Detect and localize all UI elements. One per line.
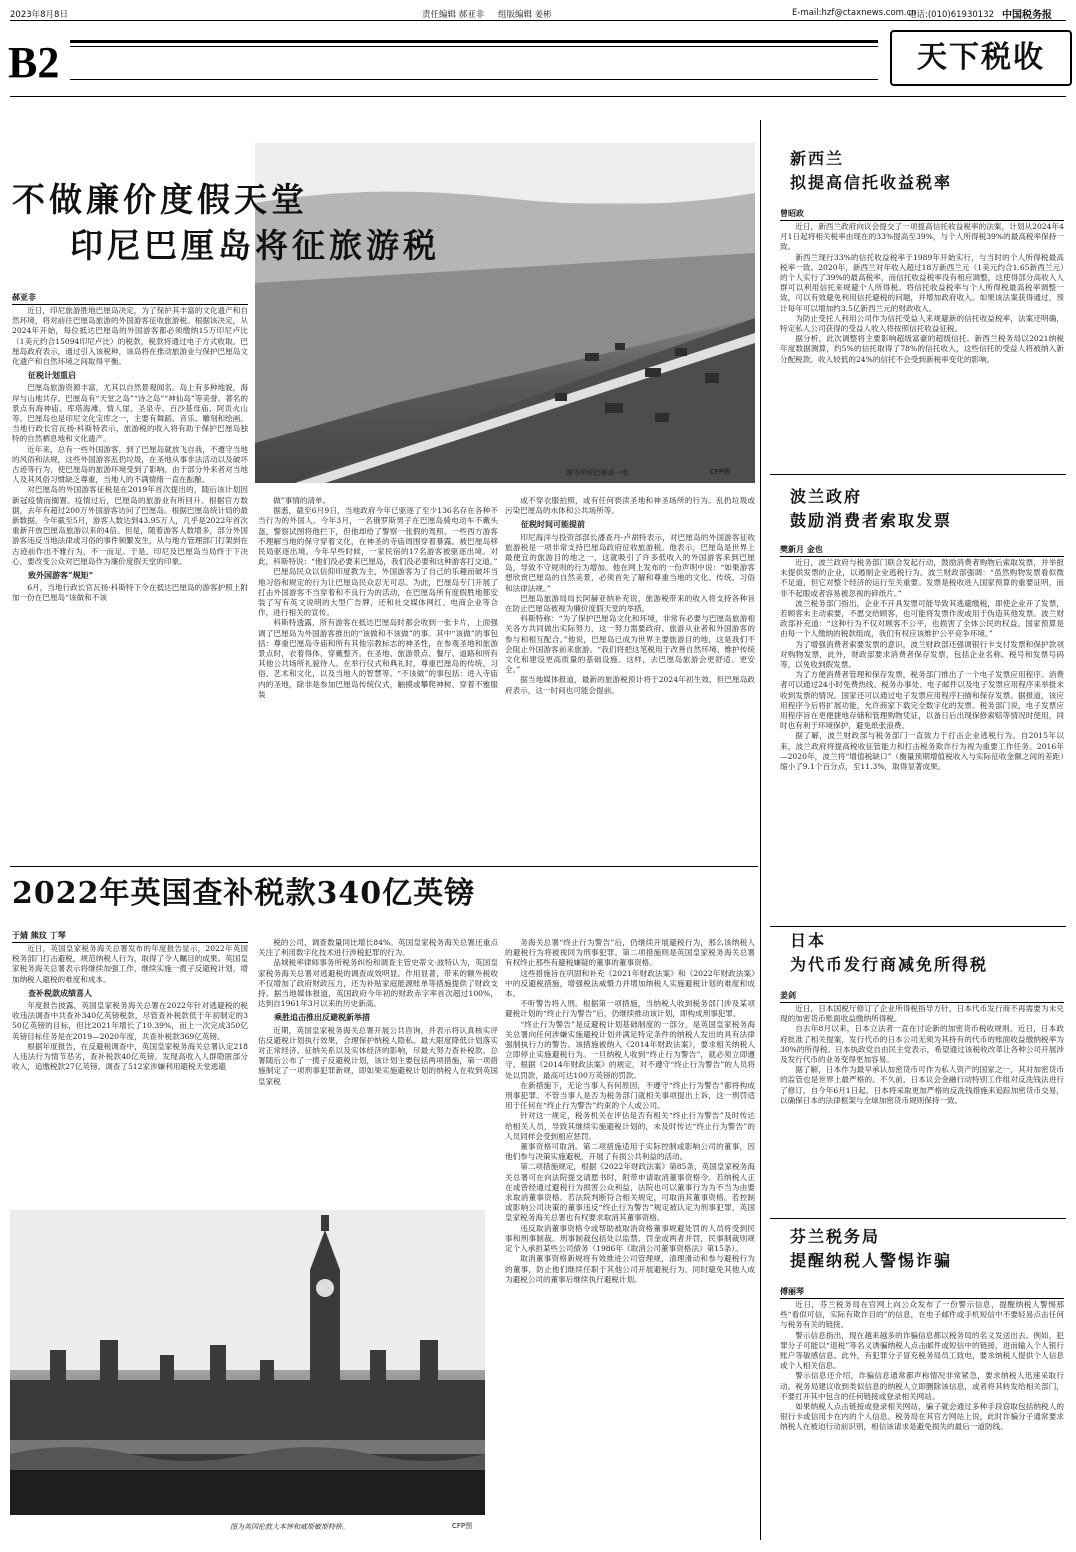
paragraph: 近日，英国皇家税务海关总署发布的年度报告显示，2022年英国税务部门打击避税，规范纳税人行为，取得了令人瞩目的成果。英国皇家税务海关总署表示将继续加强工作，继续实施一揽子反避税计划，增加纳税人避税的难度和成本。: [12, 944, 248, 984]
sidebar-divider: [760, 120, 761, 1540]
fi-headline-line2: 提醒纳税人警惕诈骗: [790, 1251, 953, 1270]
editor-email: E-mail:hzf@ctaxnews.com.cn: [792, 8, 917, 18]
top-header-bar: [10, 6, 1066, 21]
subheading: 征税时间可能提前: [521, 519, 585, 530]
paragraph: 务海关总署“终止行为警告”后，仍继续开展避税行为，那么该纳税人的避税行为将被视同为刑事犯罪。第二项措施则是英国皇家税务海关总署有权终止那些有避税嫌疑的董事的董事资格。: [505, 938, 755, 968]
paragraph: 针对这一规定，税务机关在评估是否有相关“终止行为警告”及时传达给相关人员，导致其继续实施避税计划的，未及时传达“终止行为警告”的人员同样会受到相应惩罚。: [505, 1111, 755, 1141]
uk-column-2: [258, 938, 498, 1204]
uk-photo-caption: 图为英国伦敦大本钟和威斯敏斯特桥。: [230, 1523, 349, 1531]
paragraph: 做”事情的清单。: [273, 496, 331, 505]
section-title: 天下税收: [890, 30, 1072, 86]
nz-byline: 曾昭政: [780, 208, 1064, 221]
paragraph: 警示信息还介绍，诈骗信息通常都声称情况非常紧急，要求纳税人迅速采取行动。税务局建议收到类似信息的纳税人立即删除该信息，或者将其转发给相关部门，不要打开其中包含的任何链接或登录相关网站。: [780, 1371, 1064, 1401]
paragraph: 6月，当地行政长官瓦扬·科斯特下令在抵达巴厘岛的游客护照上附加一份在巴厘岛“该做和不该: [12, 583, 248, 603]
bali-byline: 郝亚非: [12, 292, 248, 305]
paragraph: 新西兰现行33%的信托收益税率于1989年开始实行，与当时的个人所得税最高税率一致。2020年，新西兰对年收入超过18万新西兰元（1美元约合1.65新西兰元）的个人实行了39%的最高税率，而信托收益税率没有相应调整，这使得部分高收入人群可以利用信托来规避个人所得税。将信托收益税率与个人所得税最高税率调整一致，可以有效避免利用信托避税的问题，并增加政府收入。如果该法案获得通过，预计每年可以增加约3.5亿新西兰元的财政收入。: [780, 252, 1064, 313]
paragraph: 自去年8月以来，日本立法者一直在讨论新的加密货币税收规则。近日，日本政府批准了相关提案，发行代币的日本公司无须为其持有的代币的账面收益缴纳税率为30%的所得税。日本执政党自由民主党表示，希望通过该税收改革让各种公司开展涉及发行代币的业务变得更加容易。: [780, 1024, 1064, 1065]
paragraph: 第二项措施规定，根据《2022年财政法案》第85条，英国皇家税务海关总署可在向法院提交请愿书时，附带申请取消董事资格令。若纳税人正在或曾经通过避税行为损害公众利益，法院也可以董事行为为不当为由要求取消董事资格。若法院判断符合相关规定，可取消其董事资格。若控制或影响公司决策的董事违反“终止行为警告”规定被认定为刑事犯罪，英国皇家税务海关总署也有权要求取消其董事资格。: [505, 1162, 755, 1223]
bali-column-2: [258, 496, 498, 861]
big-ben-image: [10, 1210, 485, 1515]
paragraph: 巴厘岛旅游资源丰富，尤其以自然景观闻名。岛上有多种地貌，海岸与山地共存。巴厘岛有“天堂之岛”“诗之岛”“神仙岛”等美誉。著名的景点有海神庙、库塔海滩、情人崖、圣泉寺、百沙基母庙、阿贡火山等。巴厘岛也是印尼文化宝库之一，主要有舞蹈、音乐、雕刻和绘画。当地行政长官瓦扬·科斯特表示，旅游税的收入将有助于保护巴厘岛独特的自然栖息地和文化遗产。: [12, 383, 248, 444]
paragraph: 在新措施下，无论当事人有何原因，不遵守“终止行为警告”都将构成刑事犯罪。不管当事人是否为税务部门就相关事项提出上诉，这一刑罚适用于任何在“终止行为警告”约束的个人或公司。: [505, 1080, 755, 1111]
paragraph: 根据年度报告，在反避税调查中，英国皇家税务海关总署认定218人违法行为情节恶劣，查补税款40亿英镑。发现高收入人群隐匿部分收入，追缴税款27亿英镑。调查了512家涉嫌利用避税天堂逃避: [12, 1041, 248, 1072]
editor-phone: 电话:(010)61930132: [908, 10, 994, 20]
pl-headline-line2: 鼓励消费者索取发票: [790, 511, 953, 530]
paragraph: 近年来，总有一些外国游客，到了巴厘岛就放飞自我，不遵守当地的风俗和法规，这些外国游客乱扔垃圾，在圣地从事非法活动以及破坏古迹等行为，使巴厘岛的旅游环境受到了影响。由于部分外来者对当地人及其风俗习惯缺乏尊重，当地人的不满情绪一直在酝酿。: [12, 444, 248, 485]
bali-column-3: [505, 496, 755, 861]
jp-headline-line1: 日本: [790, 931, 827, 950]
subheading: 征税计划重启: [28, 370, 76, 381]
paragraph: 违反取消董事资格令或帮助被取消资格董事规避处罚的人员将受到民事和刑事制裁。刑事制裁包括处以监禁、罚金或两者并罚，民事制裁则规定个人承担某些公司债务（1986年《取消公司董事资格法》第15条）。: [505, 1223, 755, 1254]
bali-uk-divider: [10, 866, 758, 867]
paragraph: 据了解，日本作为最早承认加密货币可作为私人资产的国家之一，其对加密货币的监管也是世界上最严格的。不久前，日本议会金融行动特别工作组对反洗钱法进行了修订，自今年6月1日起，日本将采取更加严格的反洗钱措施来追踪加密货币交易，以确保日本的法律框架与全球加密货币规则保持一致。: [780, 1065, 1064, 1105]
paragraph: 巴厘岛旅游局局长阿赫亚纳补充说，旅游税带来的收入将支持各种旨在防止巴厘岛被视为廉价度假天堂的举措。: [505, 593, 755, 614]
bali-photo-credit: CFP图: [710, 468, 731, 476]
paragraph: 近日，印尼旅游胜地巴厘岛决定，为了保护其丰富的文化遗产和自然环境，将对前往巴厘岛旅游的外国游客征收旅游税。根据该决定，从2024年开始，每位抵达巴厘岛的外国游客都必须缴纳15万印尼卢比（1美元约合15094印尼卢比）的税款，税款将通过电子方式收取。巴厘岛政府表示，通过引入该税种，该岛将在推动旅游业与保护巴厘岛文化遗产和自然环境之间取得平衡。: [12, 306, 248, 367]
pl-byline: 樊新月 金也: [780, 544, 1064, 557]
paragraph: 警示信息指出，现在越来越多的诈骗信息都以税务局的名义发送出去。例如，犯罪分子可能以“退税”等名义诱骗纳税人点击邮件或短信中的链接，进而输入个人银行账户等敏感信息。此外，有犯罪分子冒充税务局员工致电，要求纳税人提供个人信息或个人相关信息。: [780, 1330, 1064, 1371]
subheading: 致外国游客“规矩”: [28, 570, 94, 581]
paragraph: 据了解，波兰财政部与税务部门一直致力于打击企业逃税行为。自2015年以来，波兰政府将提高税收征管能力和打击税务欺诈行为视为重要工作任务。2016年—2020年，波兰将“增值税缺口”（衡量预期增值税收入与实际征收金额之间的差距）缩小了9.1个百分点，至11.3%，取得显著成果。: [780, 731, 1064, 772]
jp-headline-line2: 为代币发行商减免所得税: [790, 955, 989, 974]
bali-headline-line2: 印尼巴厘岛将征旅游税: [70, 226, 440, 265]
uk-column-3: [505, 938, 755, 1538]
paragraph: 近日，波兰政府与税务部门联合发起行动，鼓励消费者购物后索取发票，并举报未提供发票的企业，以遏制企业逃税行为。波兰财政部强调：“虽然购物发票看似微不足道，但它对整个经济的运行至关重要。发票是税收进入国家预算的重要证明，而非不起眼或者容易被忽视的碎纸片。”: [780, 558, 1064, 598]
paper-name: 中国税务报: [1002, 10, 1052, 21]
paragraph: 印尼海洋与投资部部长潘查丹·卢胡特表示，对巴厘岛的外国游客征收旅游税是一项非常支持巴厘岛政府征收旅游税。他表示，巴厘岛是世界上最便宜的旅游目的地之一，这就吸引了许多低收入的外国游客来到巴厘岛，导致不守规则的行为增加。他在网上发布的一份声明中说：“如果游客想欣赏巴厘岛的自然美景，必须首先了解和尊重当地的文化、传统、习俗和法律法规。”: [505, 532, 755, 593]
subheading: 查补税款成绩喜人: [28, 987, 92, 998]
nz-pl-divider: [770, 474, 1066, 475]
paragraph: 为防止受托人利用公司作为信托受益人来规避新的信托收益税率，法案还明确，特定私人公司获得的受益人收入将按照信托收益征税。: [780, 313, 1064, 334]
pl-jp-divider: [770, 926, 1066, 927]
paragraph: “终止行为警告”是反避税计划基础制度的一部分，是英国皇家税务海关总署向任何涉嫌实施避税计划并满足特定条件的纳税人发出的具有法律强制执行力的警告。该措施被纳入《2014年财政法案》，要求相关纳税人立即停止实施避税行为。一旦纳税人收到“终止行为警告”，就必须立即遵守。根据《2014年财政法案》的规定，对不遵守“终止行为警告”的人员将处以罚款，最高可达100万英镑的罚款。: [505, 1019, 755, 1080]
paragraph: 税的公司，调查数量同比增长84%。英国皇家税务海关总署还重点关注了利用数字化技术进行涉税犯罪的行为。: [258, 938, 498, 958]
paragraph: 董事资格可取消。第二项措施适用于实际控制或影响公司的董事，因他们参与决策实施避税，开展了有损公共利益的活动。: [505, 1142, 755, 1162]
pl-body: [780, 558, 1064, 924]
uk-photo-credit: CFP图: [452, 1522, 473, 1530]
subheading: 乘胜追击推出反避税新举措: [274, 1012, 370, 1023]
paragraph: 对巴厘岛的外国游客征税是在2019年首次提出的，随后该计划因新冠疫情而搁置。疫情过后，巴厘岛的旅游业有所回升。根据官方数据，去年有超过200万外国游客访问了巴厘岛。根据巴厘岛统计局的最新数据，今年截至5月，游客人数达到43.95万人，几乎是2022年首次重新开放巴厘岛旅游以来的4倍。但是，随着游客人数增多，部分外国游客违反当地法律或习俗的事件频繁发生，从与地方管理部门打架到在古迹前作出不雅行为，不一而足。于是，印尼及巴厘岛当局终于下决心，要改变公众对巴厘岛作为廉价度假天堂的印象。: [12, 485, 248, 566]
bali-headline-line1: 不做廉价度假天堂: [12, 180, 308, 219]
responsible-editor: 责任编辑 郝亚非: [422, 10, 485, 20]
bali-column-1: [12, 306, 248, 861]
paragraph: 巴厘岛民众以信仰印度教为主，外国游客为了自己的乐趣而破坏当地习俗和规定的行为让巴厘岛民众忍无可忍。为此，巴厘岛专门开展了打击外国游客不当穿着和不良行为的活动，在巴厘岛所有度假胜地都安装了写有英文说明的大型广告牌，还和社交媒体网红、电商企业等合作，进行相关的宣传。: [258, 567, 498, 618]
paragraph: 科斯特称：“为了保护巴厘岛文化和环境，非常有必要与巴厘岛旅游相关各方共同做出实际努力，这一努力需要政府、旅游从业者和外国游客的参与和相互配合。”他说，巴厘岛已成为世界主要旅游目的地，这是我们不会阻止外国游客前来旅游。“我们将把这笔税用于改善自然环境、维护传统文化和建设更高质量的基础设施。这样，去巴厘岛旅游会更舒适、更安全。”: [505, 614, 755, 675]
paragraph: 为了方便消费者管理和保存发票，税务部门推出了一个电子发票应用程序。消费者可以通过24小时免费热线、税务办事处、电子邮件以及电子发票应用程序来举报未收到发票的情况。国家还可以通过电子发票应用程序扫描和保存发票。据报道，该应用程序今后将扩展功能，允许商家下载完全数字化的发票。税务部门说，电子发票应用程序旨在更便捷地存储和管理购物凭证，以备日后出现保修索赔等情况时使用，同时也有利于环境保护，避免纸张浪费。: [780, 670, 1064, 731]
paragraph: 为了增强消费者索要发票的意识，波兰财政部还强调银行卡支付发票和保护款项对购物发票，此外，财政部要求消费者保存发票，包括企业名称、税号和发票号码等，以免收到假发票。: [780, 639, 1064, 670]
nz-headline-line2: 拟提高信托收益税率: [790, 173, 953, 192]
paragraph: 近期，英国皇家税务海关总署开展公共咨询，并表示将认真核实评估反避税计划执行效果，合理保护纳税人隐私。最大限度降低计划落实对正常经济、征纳关系以及实体经济的影响，尽最大努力查补税款。总署随后公布了一揽子反避税计划，该计划主要包括两项措施，第一项措施制定了一项刑事犯罪新规，即如果实施避税计划的纳税人在收到英国皇家税: [258, 1025, 498, 1086]
jp-fi-divider: [770, 1218, 1066, 1219]
header-divider: [10, 96, 1066, 97]
uk-photo: [10, 1210, 485, 1515]
paragraph: 品城税率律师事务所税务纠纷和调查主管史蒂文·波特认为，英国皇家税务海关总署对逃避税的调查成效明显。作用显著，带来的额外税收不仅增加了政府财政压力，还为补贴家庭能源账单等措施提供了财政支持。据当地媒体报道，英国政府今年初的财政赤字率首次超过100%，达到自1961年3月以来的历史新高。: [258, 958, 498, 1009]
paragraph: 据分析，此次调整将主要影响超级富豪的超级信托。新西兰税务局以2021纳税年度数据测算，约5%的信托取得了78%的信托收入，这些信托的受益人将被纳入新分配税款。收入较低的24%的信托不会受到新税率变化的影响。: [780, 334, 1064, 364]
uk-headline: 2022年英国查补税款340亿英镑: [12, 876, 476, 911]
paragraph: 取消董事资格新规将有效推进公司管理规，清理滑动和参与避税行为的董事，防止他们继续任职于其他公司开展避税行为，同时避免其他人成为避税公司的董事后继续执行避税计划。: [505, 1254, 755, 1284]
paragraph: 据当地媒体报道，最新的旅游税预计将于2024年初生效，但巴厘岛政府表示，这一时间也可能会提前。: [505, 675, 755, 695]
fi-byline: 傅丽琴: [780, 1286, 1064, 1299]
paragraph: 如果纳税人点击链接或登录相关网站，骗子就会通过多种手段窃取包括纳税人的银行卡或信用卡在内的个人信息。税务局在其官方网站上说，此时诈骗分子通常要求纳税人在被迫行动前识别，相信该请求是避免损失的最后一道防线。: [780, 1402, 1064, 1432]
paragraph: 年度报告披露，英国皇家税务海关总署在2022年针对逃避税的税收违法调查中共查补340亿英镑税款，尽管查补税款低于年初制定的350亿英镑的目标，但比2021年增长了10.39%，而上一次完成350亿英镑目标任务是在2019—2020年度，共查补税款369亿英镑。: [12, 1001, 248, 1041]
uk-byline: 于婧 熊玟 丁琴: [12, 930, 248, 943]
paragraph: 科斯特透露，所有游客在抵达巴厘岛时都会收到一张卡片，上面强调了巴厘岛为外国游客推出的“该做和不该做”的事。其中“该做”的事包括：尊重巴厘岛寺庙和所有其他宗教标志的神圣性，在参观圣地和旅游景点时，衣着得体，穿戴整齐。在圣地、旅游景点、餐厅、道路和所有其他公共场所礼貌待人。在举行仪式和典礼时，尊重巴厘岛的传统、习俗、艺术和文化，以及当地人的智慧等。“不该做”的事包括：进入寺庙内的圣地，除非是参加巴厘岛传统仪式，触摸或攀爬神树、穿着不雅服装: [258, 618, 498, 699]
paragraph: 近日，芬兰税务局在官网上向公众发布了一份警示信息，提醒纳税人警惕那些“看似可信，实际有欺诈目的”的信息，在电子邮件或手机短信中不要轻易点击任何与税务有关的链接。: [780, 1300, 1064, 1330]
bali-photo-caption: 图为印尼巴厘岛一角。: [565, 469, 635, 477]
pl-headline-line1: 波兰政府: [790, 487, 863, 506]
paragraph: 近日，日本国税厅修订了企业所得税指导方针，日本代币发行商不再需要为未兑现的加密货币账面收益缴纳所得税。: [780, 1004, 1064, 1024]
paragraph: 不听警告将入刑。根据第一项措施，当纳税人收到税务部门涉及某项避税计划的“终止行为警告”后，仍继续推动该计划，即构成刑事犯罪。: [505, 999, 755, 1019]
jp-body: [780, 1004, 1064, 1216]
uk-column-1: [12, 944, 248, 1204]
issue-date: 2023年8月8日: [10, 10, 68, 20]
nz-headline-line1: 新西兰: [790, 149, 845, 168]
paragraph: 据悉，截至6月9日，当地政府今年已驱逐了至少136名存在各种不当行为的外国人。今年3月，一名俄罗斯男子在巴厘岛骑电动车不戴头盔，警察试图将他拦下，但他却给了警察一张假的驾照。一些西方游客不理解当地的保守穿着文化，在神圣的寺庙周围穿着暴露。被巴厘岛移民局驱逐出境。今年早些时候，一家民宿的17名游客被驱逐出境。对此，科斯特说：“他们没必要来巴厘岛，我们没必要和这种游客打交道。”: [258, 506, 498, 567]
header-rule-inner: [70, 46, 878, 73]
fi-headline-line1: 芬兰税务局: [790, 1227, 881, 1246]
layout-editor: 组版编辑 姜彬: [498, 10, 552, 20]
paragraph: 波兰税务部门指出，企业不开具发票可能导致其逃避缴税，即使企业开了发票，若顾客未主动索要，不愿交给顾客，也可能将发票作废或用于伪造其他发票。波兰财政部补充道：“这种行为不仅对顾客不公平，也损害了全体公民的权益。国家预算是由每一个人缴纳的税款组成，我们有权应该维护公平竞争环境。”: [780, 598, 1064, 639]
jp-byline: 姜剑: [780, 990, 1064, 1003]
paragraph: 近日，新西兰政府向议会提交了一项提高信托收益税率的法案，计划从2024年4月1日起将相关税率由现在的33%提高至39%，与个人所得税39%的最高税率保持一致。: [780, 222, 1064, 252]
fi-body: [780, 1300, 1064, 1540]
nz-body: [780, 222, 1064, 470]
paragraph: 或不穿衣服拍照，或有任何亵渎圣地和神圣场所的行为。乱扔垃圾或污染巴厘岛的水体和公共场所等。: [505, 496, 755, 516]
paragraph: 这些措施旨在巩固和补充《2021年财政法案》和《2022年财政法案》中的反避税措施，增强税法威慑力并增加纳税人实施避税计划的难度和成本。: [505, 968, 755, 999]
page-number: B2: [8, 38, 60, 87]
